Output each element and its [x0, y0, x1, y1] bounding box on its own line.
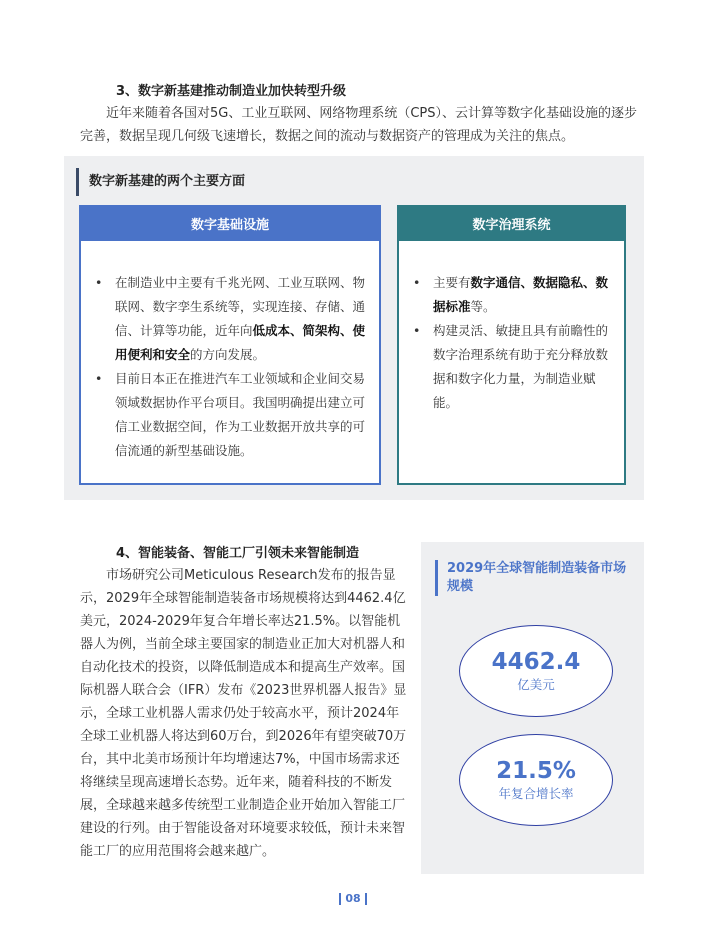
section4-body-text: 市场研究公司Meticulous Research发布的报告显示，2029年全球智能制造装备市场规模将达到4462.4亿美元，2024-2029年复合年增长率达21.5%。以智能机器人为例，当前全球主要国家的制造业正加大对机器人和自动化技术的投资，以降低制造成本和提高生产效率。国际机器人联合会（IFR）发布《2023世界机器人报告》显示，全球工业机器人需求仍处于较高水平，预计2024年全球工业机器人将达到60万台，到2026年有望突破70万台，其中北美市场预计年均增速达7%，中国市场需求还将继续呈现高速增长态势。近年来，随着科技的不断发展，全球越来越多传统型工业制造企业开始加入智能工厂建设的行列。由于智能设备对环境要求较低，预计未来智能工厂的应用范围将会越来越广。: [80, 568, 407, 859]
left-bullet-1-post: 的方向发展。: [190, 347, 266, 362]
market-size-value: 4462.4: [491, 649, 581, 675]
cagr-value: 21.5%: [496, 758, 576, 784]
market-size-unit: 亿美元: [517, 677, 555, 692]
right-column-box: [397, 241, 626, 485]
right-bullet-1-post: 等。: [470, 299, 496, 314]
left-column-heading: [79, 205, 381, 241]
left-column-box: [79, 241, 381, 485]
section3-intro: [80, 102, 646, 148]
right-bullet-1: [409, 271, 612, 319]
left-bullet-1-bold: 低成本、简架构、使用便利和安全: [115, 323, 366, 362]
section4-body: [80, 564, 410, 863]
section3-intro-text: 近年来随着各国对5G、工业互联网、网络物理系统（CPS）、云计算等数字化基础设施的逐步完善，数据呈现几何级飞速增长，数据之间的流动与数据资产的管理成为关注的焦点。: [80, 106, 638, 144]
panel-title: 数字新基建的两个主要方面: [76, 168, 245, 196]
page-number-left-bar: [339, 893, 341, 905]
right-heading-text: 数字治理系统: [472, 217, 551, 233]
left-bullet-2: • 目前日本正在推进汽车工业领域和企业间交易领域数据协作平台项目。我国明确提出建立可信工业数据空间，作为工业数据开放共享的可信流通的新型基础设施。: [91, 367, 367, 463]
market-size-stat: [459, 625, 613, 717]
right-bullet-1-pre: 主要有: [433, 275, 471, 290]
left-heading-text: 数字基础设施: [190, 217, 269, 233]
market-size-card-title: 2029年全球智能制造装备市场规模: [435, 560, 627, 596]
left-bullet-1: [91, 271, 367, 367]
left-bullet-list: [81, 241, 379, 463]
page-number-right-bar: [365, 893, 367, 905]
right-bullet-list: [399, 241, 624, 415]
section4-title: 4、智能装备、智能工厂引领未来智能制造: [116, 546, 360, 561]
right-bullet-1-bold: 数字通信、数据隐私、数据标准: [433, 275, 609, 314]
page-number: [0, 892, 706, 905]
right-bullet-2: • 构建灵活、敏捷且具有前瞻性的数字治理系统有助于充分释放数据和数字化力量，为制造业赋能。: [409, 319, 612, 415]
left-bullet-1-pre: 在制造业中主要有千兆光网、工业互联网、物联网、数字孪生系统等，实现连接、存储、通信、计算等功能，近年向: [115, 275, 366, 338]
section3-title: 3、数字新基建推动制造业加快转型升级: [116, 84, 347, 99]
page-number-text: 08: [345, 892, 361, 905]
cagr-label: 年复合增长率: [498, 786, 574, 801]
cagr-stat: [459, 734, 613, 826]
right-column-heading: [397, 205, 626, 241]
